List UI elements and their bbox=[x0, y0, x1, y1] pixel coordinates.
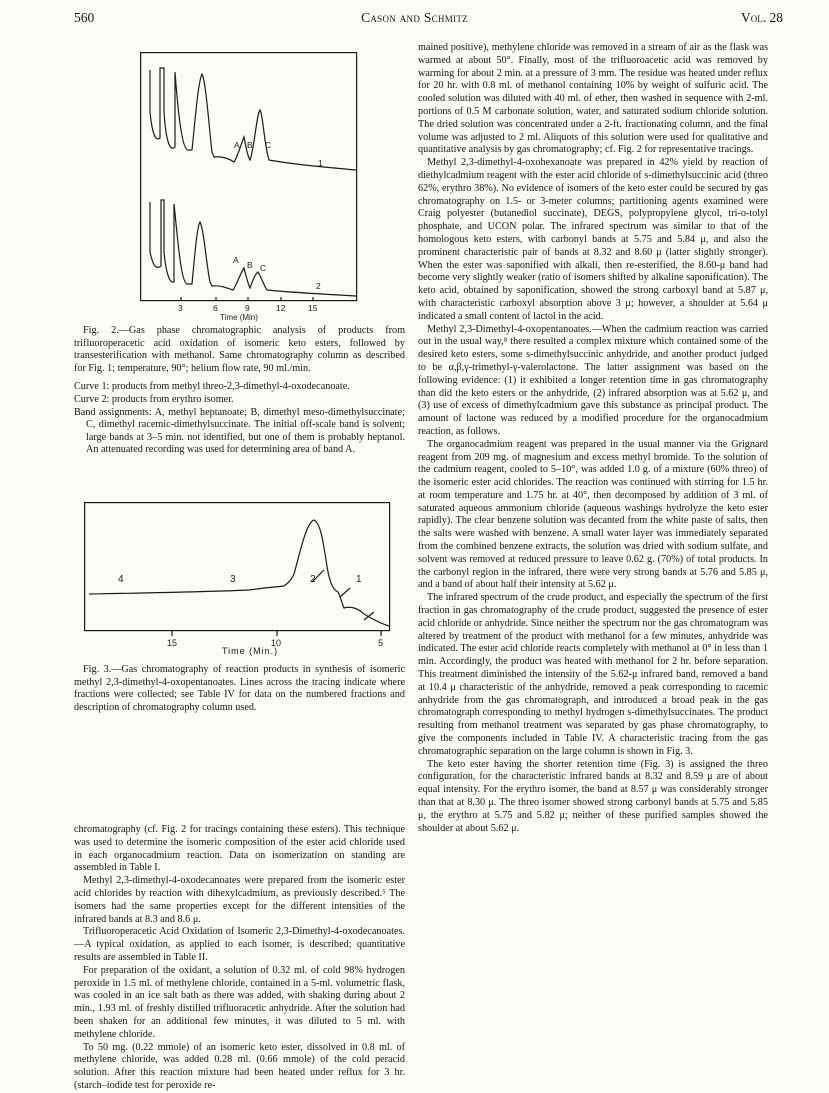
paragraph: The infrared spectrum of the crude product, and especially the spectrum of the first fraction in gas chromatography of the crude product, suggested the presence of ester acid chloride or anhydride. Since neither the spectrum nor the gas chromatogram was altered by treatment of the product with methanol for a few minutes, anhydride was indicated. The ester acid chloride reacts completely with methanol at 0° in less than 1 min. Accordingly, the product was heated with methanol for 2 hr. before separation. This treatment diminished the intensity of the 5.62-μ infrared band, removed a band at 10.4 μ characteristic of the anhydride, removed a peak corresponding to racemic anhydride from the gas chromatograph, and introduced a broad peak in the gas chromatograph corresponding to methyl hydrogen s-dimethylsuccinates. The product resulting from methanol treatment was separated by gas phase chromatography, to give the components included in Table IV. A characteristic tracing from the gas chromatographic separation on the large column is shown in Fig. 3. bbox=[418, 592, 768, 757]
paragraph: The keto ester having the shorter retention time (Fig. 3) is assigned the threo configuration, for the characteristic infrared bands at 8.32 and 8.59 μ are of about equal intensity. For the erythro isomer, the band at 8.57 μ was considerably stronger than that at 8.30 μ. The threo isomer showed strong carbonyl bands at 5.75 and 5.85 μ, the erythro at 5.75 and 5.82 μ; neither of these purified samples showed the shoulder at about 5.62 μ. bbox=[418, 758, 768, 834]
paragraph: To 50 mg. (0.22 mmole) of an isomeric keto ester, dissolved in 0.8 ml. of methylene chloride, was added 0.28 ml. (0.66 mmole) of the cold peracid solution. After this reaction mixture had been heated under reflux for 3 hr. (starch–iodide test for peroxide re- bbox=[74, 1041, 405, 1091]
figure-2-tick-label: 9 bbox=[245, 303, 250, 313]
figure-3-tick-label: 15 bbox=[167, 638, 178, 648]
paragraph: mained positive), methylene chloride was removed in a stream of air as the flask was warmed at about 50°. Finally, most of the trifluoroacetic acid was removed by warming for about 2 min. at a pressure of 3 mm. The residue was heated under reflux for 20 hr. with 0.8 ml. of methanol containing 10% by weight of sulfuric acid. The cooled solution was diluted with 40 ml. of ether, then washed in sequence with 2-ml. portions of 0.5 M carbonate solution, water, and saturated sodium chloride solution. The dried solution was concentrated under a 2-ft. fractionating column, and the final volume was adjusted to 2 ml. Aliquots of this solution were used for qualitative and quantitative analysis by gas chromatography; cf. Fig. 2 for representative tracings. bbox=[418, 42, 768, 156]
paragraph: The organocadmium reagent was prepared in the usual manner via the Grignard reagent from 209 mg. of magnesium and excess methyl bromide. To the solution of the cadmium reagent, cooled to 5–10°, was added 1.0 g. of a mixture (60% threo) of the isomeric ester acid chlorides. The reaction was continued with stirring for 1.5 hr. at room temperature and 1.75 hr. at 40°, then decomposed by addition of 3 ml. of saturated aqueous ammonium chloride (aqueous washings hydrolyze the keto ester rapidly). The clear benzene solution was decanted from the white paste of salts, then the salts were washed with benzene. A small water layer was immediately separated from the combined benzene extracts, the solution was dried with sodium sulfate, and solvent was removed at reduced pressure to leave 0.62 g. (70%) of total products. In the carbonyl region in the infrared, there were very strong bands at 5.76 and 5.85 μ, and a band of about half their intensity at 5.62 μ. bbox=[418, 438, 768, 591]
figure-2-curve-2-label-b: B bbox=[247, 260, 253, 270]
figure-3-cut-line bbox=[340, 588, 350, 597]
figure-2-curve-1 bbox=[150, 68, 356, 170]
figure-3-fraction-label: 4 bbox=[118, 574, 124, 585]
paragraph: Methyl 2,3-Dimethyl-4-oxopentanoates.—When the cadmium reaction was carried out in the usual way,⁸ there resulted a complex mixture which contained some of the desired keto esters, some s-dimethylsuccinic anhydride, and another product judged to be α,β,γ-trimethyl-γ-valerolactone. The latter assignment was based on the following evidence: (1) it exhibited a longer retention time in gas chromatography than did the keto esters or the anhydride, (2) infrared absorption was at 5.62 μ, and (3) use of excess of dimethylcadmium gave this substance as principal product. The amount of lactone was reduced by a modified procedure for the organocadmium reaction, as follows. bbox=[418, 323, 768, 437]
figure-3-fraction-label: 1 bbox=[356, 574, 362, 585]
figure-2-curve-1-note: Curve 1: products from methyl threo-2,3-dimethyl-4-oxodecanoate. bbox=[74, 381, 350, 393]
figure-2-caption-block bbox=[74, 325, 405, 457]
figure-3-tick-label: 5 bbox=[378, 638, 384, 648]
figure-2-caption: Fig. 2.—Gas phase chromatographic analysis of products from trifluoroperacetic acid oxidation of isomeric keto esters, followed by transesterification with methanol. Same chromatography column as described for Fig. 1; temperature, 90°; helium flow rate, 90 ml./min. bbox=[74, 325, 405, 374]
figure-2-curve-2-label-c: C bbox=[260, 263, 267, 273]
figure-2-curve-1-label-a: A bbox=[234, 140, 240, 150]
figure-2-tick-label: 15 bbox=[308, 303, 318, 313]
figure-3-fraction-label: 2 bbox=[310, 574, 316, 585]
paragraph: For preparation of the oxidant, a solution of 0.32 ml. of cold 98% hydrogen peroxide in 1.5 ml. of methylene chloride, contained in a 5-ml. volumetric flask, was cooled in an ice salt bath as there was added, with shaking during about 2 min., 1.93 ml. of freshly distilled trifluoracetic anhydride. After the solution had been shaken for an additional few minutes, it was diluted to 5 ml. with methylene chloride. bbox=[74, 964, 405, 1040]
figure-2-curve-2 bbox=[150, 200, 356, 296]
paragraph: chromatography (cf. Fig. 2 for tracings containing these esters). This technique was used to determine the isomeric composition of the ester acid chloride used in each organocadmium reaction. Data on isomerization on standing are assembled in Table I. bbox=[74, 824, 405, 874]
figure-2-chromatogram bbox=[140, 52, 370, 322]
figure-2-curve-2-note: Curve 2: products from erythro isomer. bbox=[74, 393, 234, 405]
figure-3-frame bbox=[85, 503, 390, 631]
figure-3-trace bbox=[89, 520, 389, 626]
volume-label: Vol. 28 bbox=[741, 10, 783, 25]
figure-2-axis-label: Time (Min) bbox=[220, 313, 258, 322]
left-column-text bbox=[74, 824, 405, 1093]
running-title: Cason and Schmitz bbox=[361, 10, 468, 25]
figure-2-curve-2-label-a: A bbox=[233, 255, 239, 265]
paragraph: Methyl 2,3-dimethyl-4-oxohexanoate was prepared in 42% yield by reaction of diethylcadmium reagent with the ester acid chloride of s-dimethylsuccinic acid (threo 62%, erythro 38%). No evidence of isomers of the keto ester could be secured by gas chromatography on 1.5- or 3-meter columns; partitioning agents examined were Craig polyester (butanediol succinate), DEGS, polypropylene glycol, tri-o-tolyl phosphate, and UCON polar. The infrared spectrum was similar to that of the homologous keto esters, with carbonyl bands at 5.75 and 5.84 μ, and also the prominent characteristic pair of bands at 8.32 and 8.60 μ (latter slightly stronger). When the ester was saponified with alkali, then re-esterified, the 8.60-μ band had become very slightly weaker (ratio of isomers shifted by alkaline saponification). The keto acid, obtained by saponification, showed the strong carboxyl band at 5.87 μ, with characteristic carboxyl absorption above 3 μ; however, a shoulder at 5.64 μ indicated a small content of lactol in the acid. bbox=[418, 157, 768, 322]
figure-3-tick-label: 10 bbox=[271, 638, 282, 648]
figure-2-curve-1-label-1: 1 bbox=[318, 158, 323, 168]
figure-2-tick-label: 6 bbox=[213, 303, 218, 313]
figure-2-tick-label: 12 bbox=[276, 303, 286, 313]
figure-2-tick-label: 3 bbox=[178, 303, 183, 313]
figure-3-caption: Fig. 3.—Gas chromatography of reaction products in synthesis of isomeric methyl 2,3-dimethyl-4-oxopentanoates. Lines across the tracing indicate where fractions were collected; see Table IV for data on the numbered fractions and description of chromatography column used. bbox=[74, 664, 405, 713]
paragraph: Trifluoroperacetic Acid Oxidation of Isomeric 2,3-Dimethyl-4-oxodecanoates.—A typical oxidation, as applied to each isomer, is described; quantitative results are assembled in Table II. bbox=[74, 926, 405, 963]
figure-2-band-assignments: Band assignments: A, methyl heptanoate; B, dimethyl meso-dimethylsuccinate; C, dimethyl racemic-dimethylsuccinate. The initial off-scale band is solvent; large bands at 3–5 min. not identified, but one of them is probably heptanol. An attenuated recording was used for determining area of band A. bbox=[74, 406, 405, 456]
right-column-text bbox=[418, 42, 768, 835]
figure-3-axis-label: Time (Min.) bbox=[222, 646, 279, 656]
figure-3-caption-block bbox=[74, 664, 405, 714]
figure-2-curve-2-label-2: 2 bbox=[316, 281, 321, 291]
page-number: 560 bbox=[74, 10, 95, 25]
paragraph: Methyl 2,3-dimethyl-4-oxodecanoates were prepared from the isomeric ester acid chlorides by reaction with dihexylcadmium, as previously described.⁵ The isomers had the same properties except for the different intensities of the infrared bands at 8.3 and 8.6 μ. bbox=[74, 875, 405, 925]
figure-3-fraction-label: 3 bbox=[230, 574, 236, 585]
figure-3-chromatogram bbox=[84, 502, 394, 652]
figure-2-curve-1-label-b: B bbox=[247, 140, 253, 150]
figure-2-curve-1-label-c: C bbox=[265, 140, 272, 150]
